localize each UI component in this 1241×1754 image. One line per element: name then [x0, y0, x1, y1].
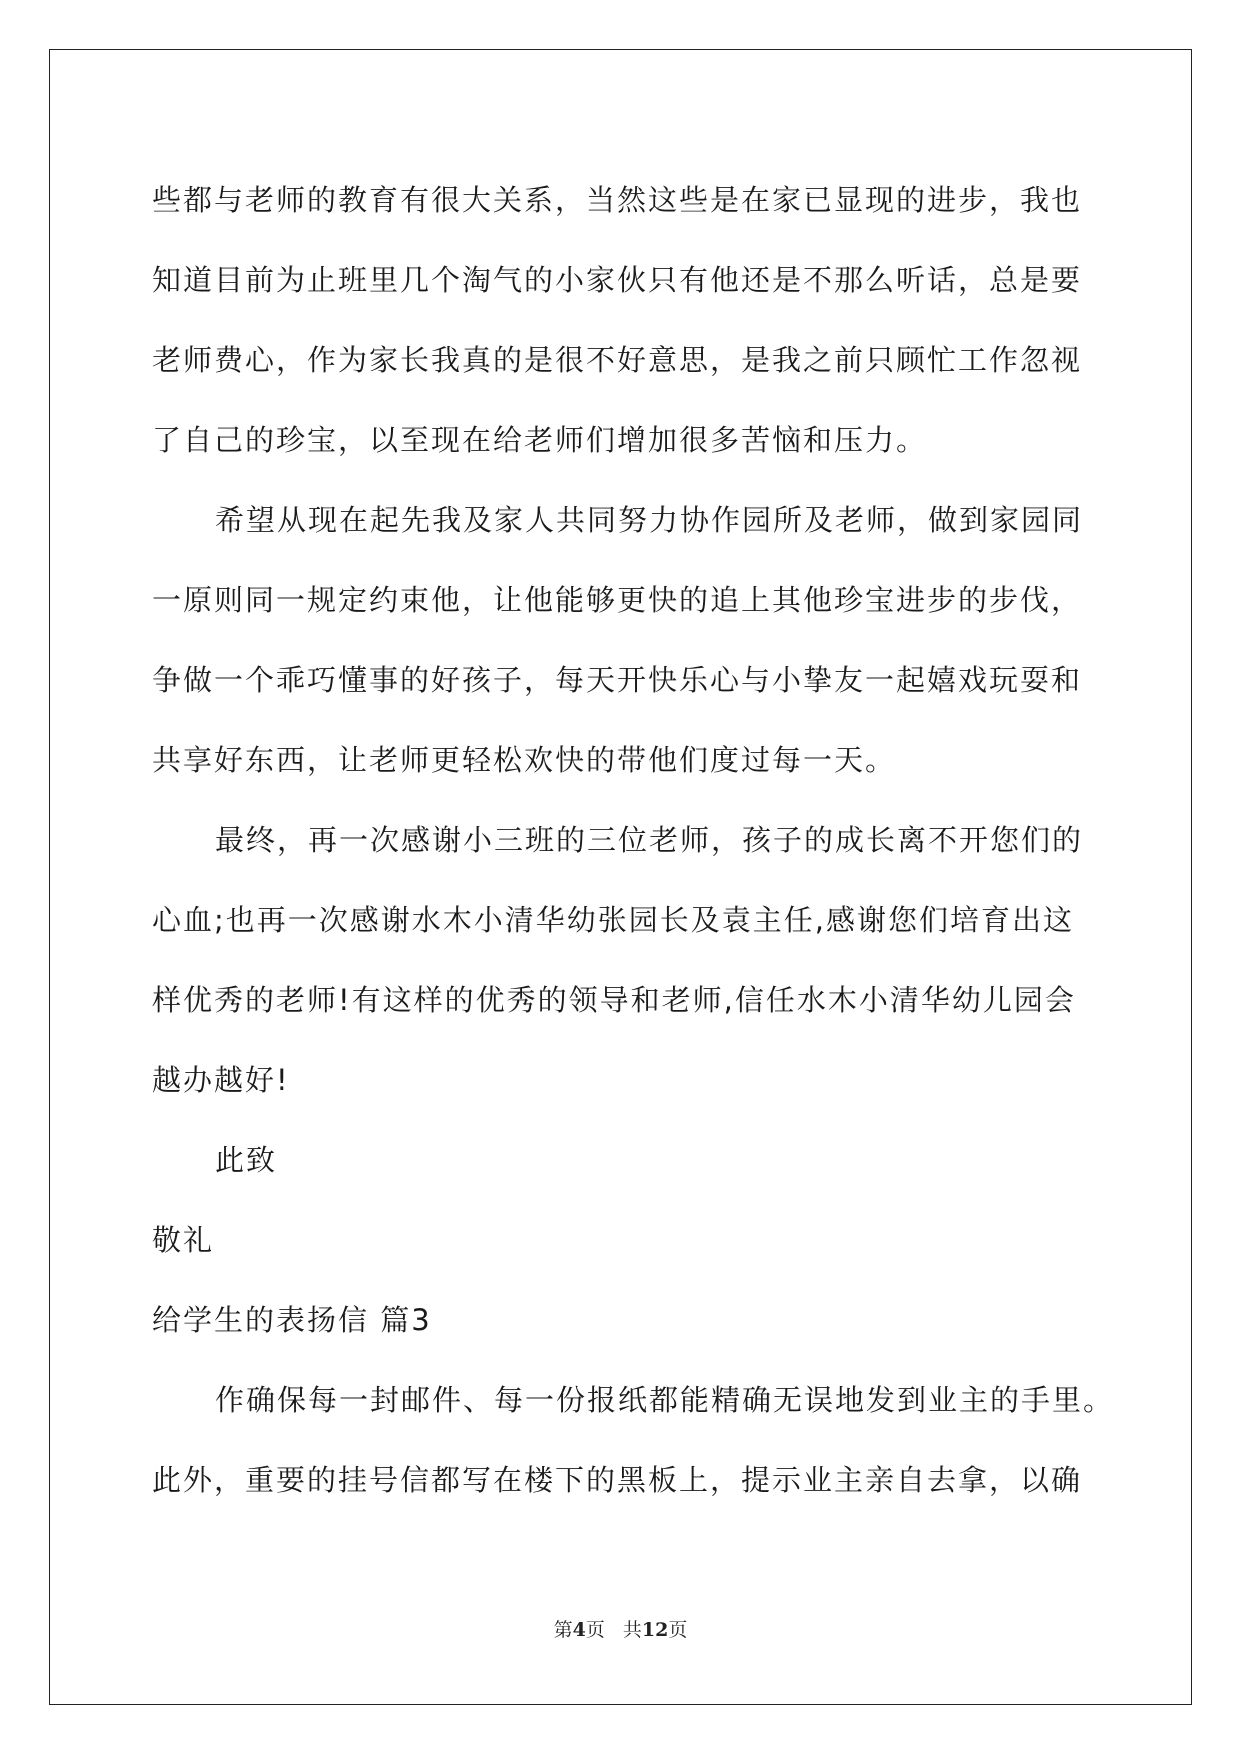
text-line: 争做一个乖巧懂事的好孩子，每天开快乐心与小挚友一起嬉戏玩耍和: [152, 663, 1083, 697]
paragraph-start: 希望从现在起先我及家人共同努力协作园所及老师，做到家园同: [215, 503, 1084, 537]
text-line: 此外，重要的挂号信都写在楼下的黑板上，提示业主亲自去拿，以确: [152, 1463, 1083, 1497]
footer-prefix: 第: [553, 1619, 573, 1641]
page-number: 4: [572, 1619, 586, 1641]
document-body: [152, 160, 1115, 1520]
page-footer: [0, 1615, 1241, 1642]
text-line: 一原则同一规定约束他，让他能够更快的追上其他珍宝进步的步伐，: [152, 583, 1083, 617]
text-line: 心血;也再一次感谢水木小清华幼张园长及袁主任,感谢您们培育出这: [152, 903, 1074, 937]
paragraph-start: 最终，再一次感谢小三班的三位老师，孩子的成长离不开您们的: [215, 823, 1084, 857]
text-line: 老师费心，作为家长我真的是很不好意思，是我之前只顾忙工作忽视: [152, 343, 1083, 377]
text-line: 样优秀的老师!有这样的优秀的领导和老师,信任水木小清华幼儿园会: [152, 983, 1076, 1017]
total-pages: 12: [641, 1619, 669, 1641]
text-line: 共享好东西，让老师更轻松欢快的带他们度过每一天。: [152, 743, 897, 777]
footer-total-suffix: 页: [668, 1619, 688, 1641]
section-heading: 给学生的表扬信 篇3: [152, 1303, 432, 1337]
text-line: 些都与老师的教育有很大关系，当然这些是在家已显现的进步，我也: [152, 183, 1083, 217]
text-line: 知道目前为止班里几个淘气的小家伙只有他还是不那么听话，总是要: [152, 263, 1083, 297]
text-line: 了自己的珍宝，以至现在给老师们增加很多苦恼和压力。: [152, 423, 928, 457]
footer-total-prefix: 共: [622, 1619, 642, 1641]
footer-page-suffix: 页: [585, 1619, 605, 1641]
closing-salutation: 此致: [215, 1143, 278, 1177]
closing-regards: 敬礼: [152, 1223, 215, 1257]
text-line: 越办越好!: [152, 1063, 290, 1097]
paragraph-start: 作确保每一封邮件、每一份报纸都能精确无误地发到业主的手里。: [215, 1383, 1115, 1417]
